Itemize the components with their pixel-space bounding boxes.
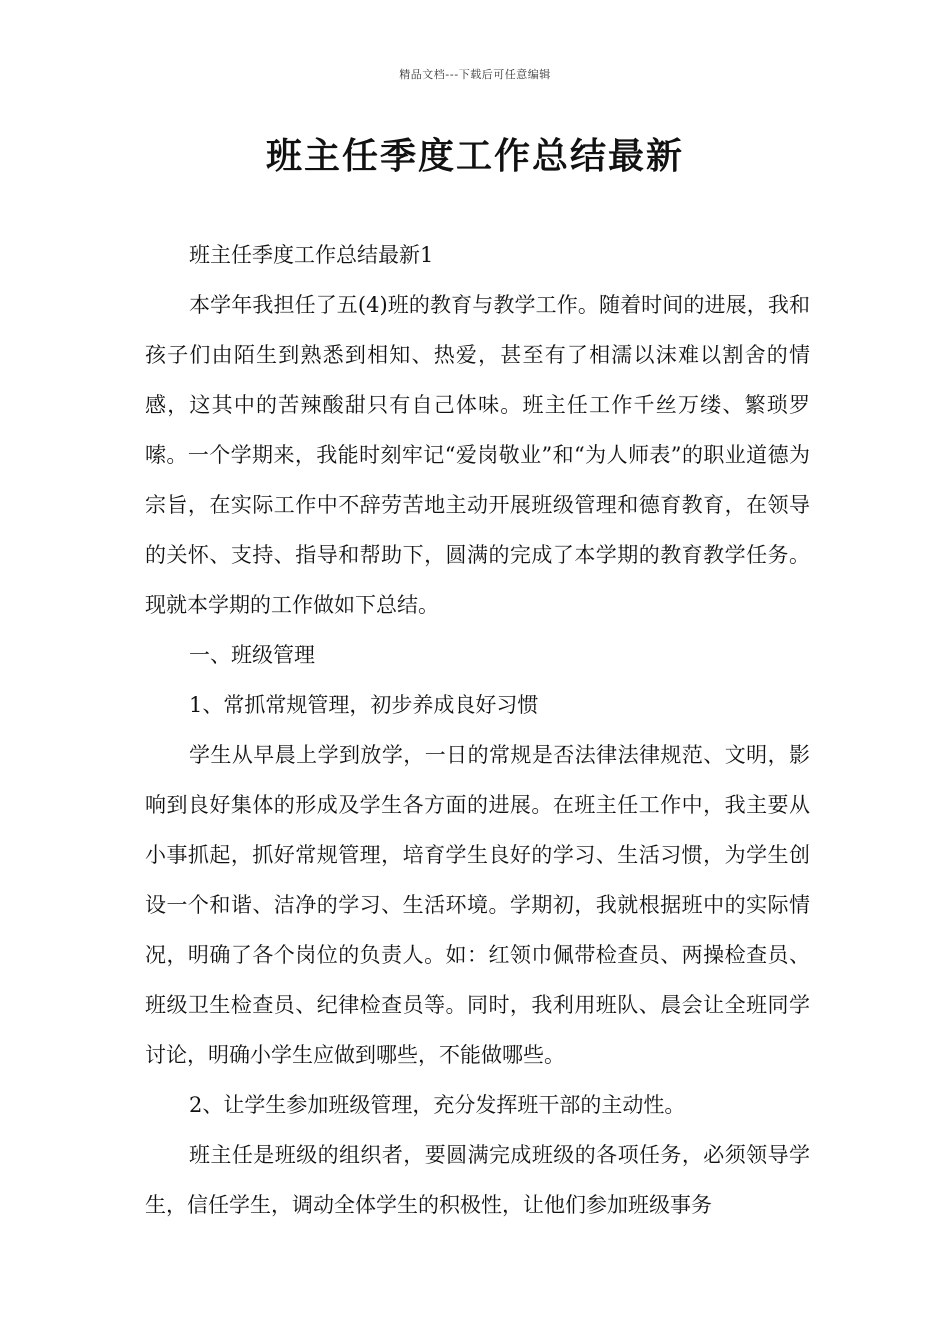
subheading: 一、班级管理 [189,643,315,667]
section-heading: 班主任季度工作总结最新1 [189,243,434,267]
subheading: 1、常抓常规管理，初步养成良好习惯 [189,693,539,717]
subheading: 2、让学生参加班级管理，充分发挥班干部的主动性。 [189,1093,686,1117]
document-body [145,230,810,1230]
document-title: 班主任季度工作总结最新 [265,136,684,177]
header-note: 精品文档---下载后可任意编辑 [399,68,551,81]
paragraph: 本学年我担任了五(4)班的教育与教学工作。随着时间的进展，我和孩子们由陌生到熟悉到相知、热爱，甚至有了相濡以沫难以割舍的情感，这其中的苦辣酸甜只有自己体味。班主任工作千丝万缕、繁琐罗嗦。一个学期来，我能时刻牢记“爱岗敬业”和“为人师表”的职业道德为宗旨，在实际工作中不辞劳苦地主动开展班级管理和德育教育，在领导的关怀、支持、指导和帮助下，圆满的完成了本学期的教育教学任务。现就本学期的工作做如下总结。 [145,293,810,617]
paragraph: 学生从早晨上学到放学，一日的常规是否法律法律规范、文明，影响到良好集体的形成及学生各方面的进展。在班主任工作中，我主要从小事抓起，抓好常规管理，培育学生良好的学习、生活习惯，为学生创设一个和谐、洁净的学习、生活环境。学期初，我就根据班中的实际情况，明确了各个岗位的负责人。如：红领巾佩带检查员、两操检查员、班级卫生检查员、纪律检查员等。同时，我利用班队、晨会让全班同学讨论，明确小学生应做到哪些，不能做哪些。 [145,743,810,1067]
paragraph: 班主任是班级的组织者，要圆满完成班级的各项任务，必须领导学生，信任学生，调动全体学生的积极性，让他们参加班级事务 [145,1143,810,1217]
